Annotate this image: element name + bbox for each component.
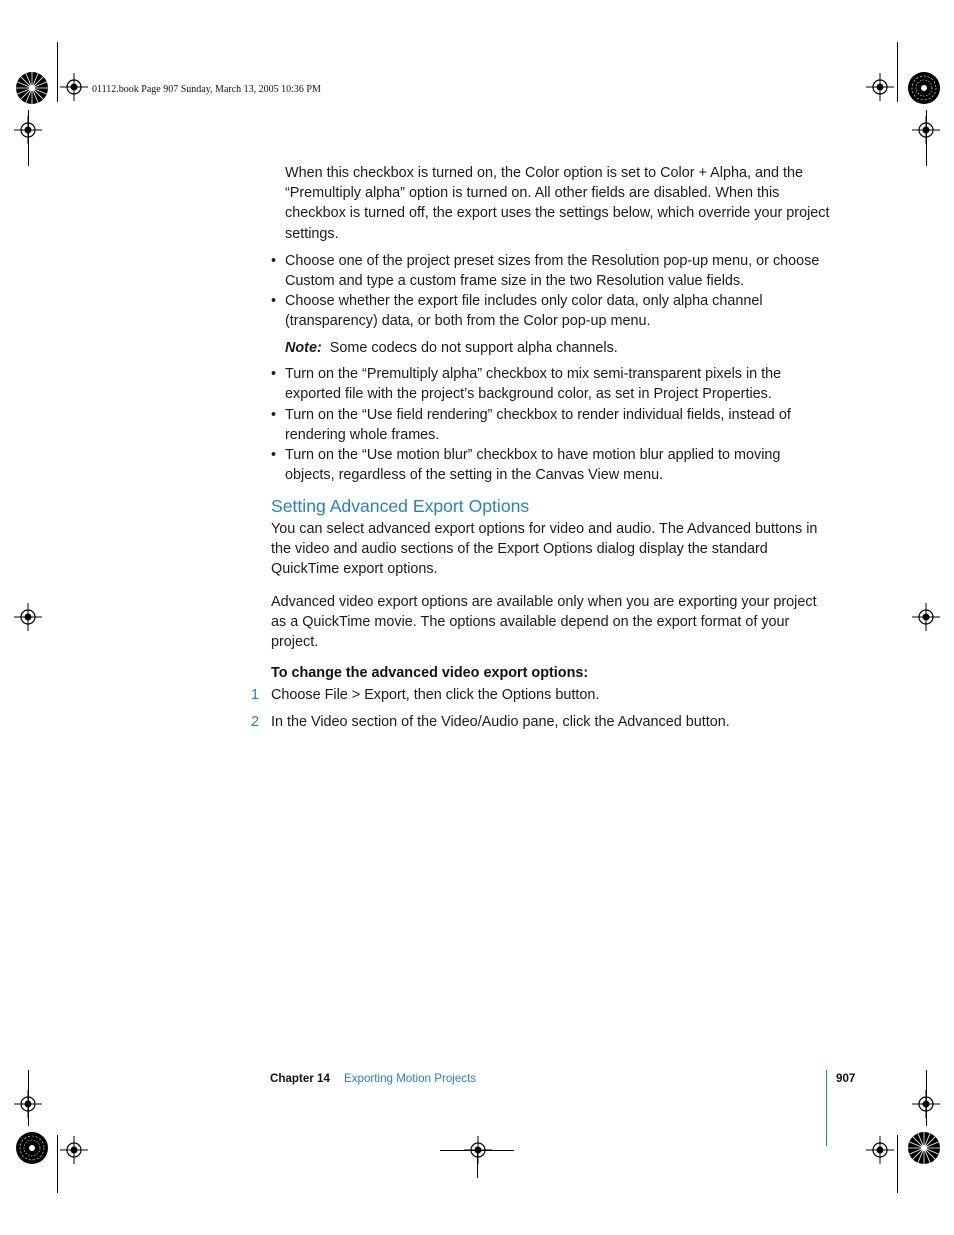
section-heading: Setting Advanced Export Options [271, 496, 530, 516]
crop-line [897, 1135, 898, 1193]
crop-line [477, 1150, 478, 1178]
section-paragraph: You can select advanced export options for video and audio. The Advanced buttons in the video and audio sections of the Export Options dialog display the standard QuickTime export options. [271, 521, 818, 578]
task-heading: To change the advanced video export options: [271, 665, 589, 681]
bullet-marker: • [271, 366, 277, 382]
registration-mark-icon [866, 73, 894, 101]
registration-mark-icon [14, 116, 42, 144]
registration-mark-icon [912, 1090, 940, 1118]
registration-mark-icon [14, 603, 42, 631]
section-paragraph: Advanced video export options are available only when you are exporting your project as a QuickTime movie. The options available depend on the export format of your project. [271, 594, 817, 651]
starburst-mark-icon [14, 1130, 50, 1166]
bullet-marker: • [271, 447, 277, 463]
registration-mark-icon [60, 73, 88, 101]
crop-line [897, 42, 898, 102]
note-label: Note: [285, 340, 322, 356]
bullet-text: Choose one of the project preset sizes from the Resolution pop-up menu, or choose Custom and type a custom frame size in the two Resolution value fields. [285, 253, 820, 290]
step-number: 2 [251, 714, 260, 730]
bullet-text: Turn on the “Use motion blur” checkbox to have motion blur applied to moving objects, regardless of the setting in the Canvas View menu. [285, 447, 781, 484]
step-number: 1 [251, 687, 260, 703]
bullet-marker: • [271, 293, 277, 309]
bullet-text: Turn on the “Use field rendering” checkbox to render individual fields, instead of rendering whole frames. [285, 407, 791, 444]
step-text: Choose File > Export, then click the Options button. [271, 687, 600, 703]
crop-line [57, 1135, 58, 1193]
page-number: 907 [836, 1072, 856, 1085]
starburst-mark-icon [14, 70, 50, 106]
intro-paragraph: When this checkbox is turned on, the Color option is set to Color + Alpha, and the “Premultiply alpha” option is turned on. All other fields are disabled. When this checkbox is turned off, the export uses the settings below, which override your project settings. [285, 165, 830, 242]
footer-chapter-label: Chapter 14 [270, 1072, 330, 1085]
print-slug: 01112.book Page 907 Sunday, March 13, 2005 10:36 PM [92, 84, 321, 95]
registration-mark-icon [60, 1136, 88, 1164]
crop-line [57, 42, 58, 102]
registration-mark-icon [14, 1090, 42, 1118]
registration-mark-icon [866, 1136, 894, 1164]
note-text: Some codecs do not support alpha channels. [329, 340, 618, 356]
note-paragraph [285, 338, 830, 358]
bullet-marker: • [271, 253, 277, 269]
starburst-mark-icon [906, 1130, 942, 1166]
footer-divider [826, 1070, 827, 1146]
step-text: In the Video section of the Video/Audio pane, click the Advanced button. [271, 714, 730, 730]
starburst-mark-icon [906, 70, 942, 106]
footer-chapter-title: Exporting Motion Projects [344, 1072, 477, 1085]
bullet-text: Choose whether the export file includes only color data, only alpha channel (transparency) data, or both from the Color pop-up menu. [285, 293, 763, 330]
registration-mark-icon [912, 603, 940, 631]
bullet-marker: • [271, 407, 277, 423]
registration-mark-icon [912, 116, 940, 144]
bullet-text: Turn on the “Premultiply alpha” checkbox to mix semi-transparent pixels in the exported file with the project’s background color, as set in Project Properties. [285, 366, 782, 403]
